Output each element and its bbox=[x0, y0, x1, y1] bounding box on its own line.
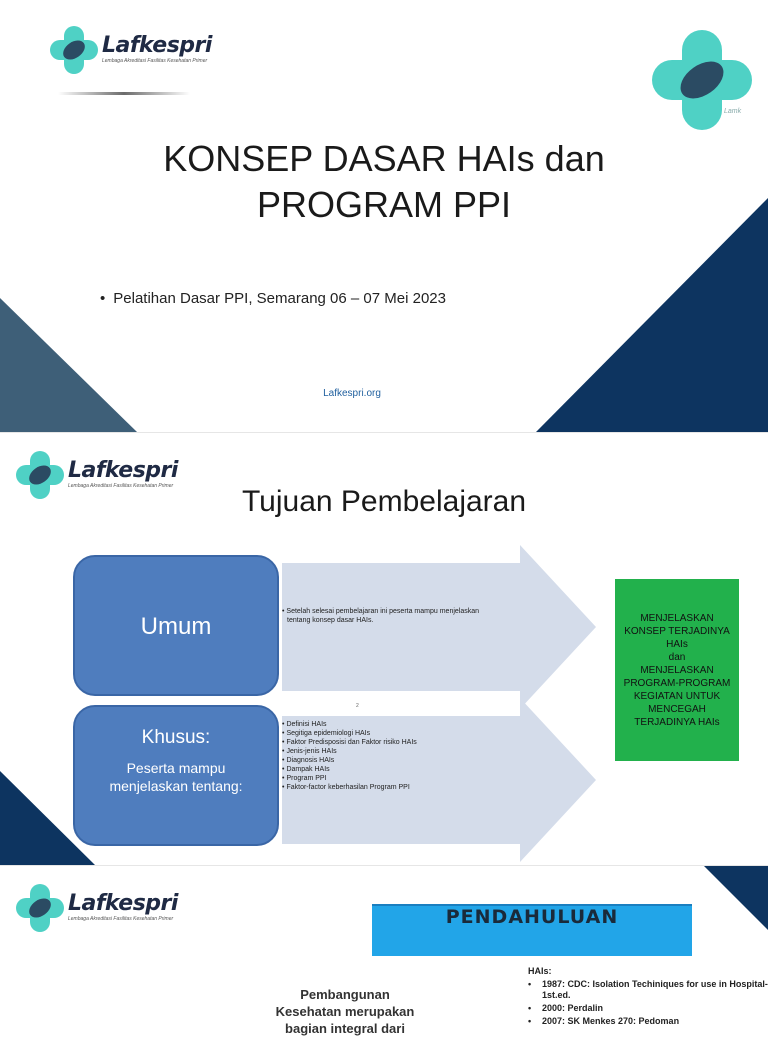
slide3-body-line1: Pembangunan bbox=[300, 987, 390, 1002]
cross-logo-icon bbox=[48, 24, 100, 76]
list-item: • Jenis-jenis HAIs bbox=[282, 747, 502, 756]
list-item: • Program PPI bbox=[282, 774, 502, 783]
corner-mark-label: Lamk bbox=[724, 108, 742, 115]
slide1-title-line1: KONSEP DASAR HAIs dan bbox=[163, 138, 605, 179]
hais-item-text: 1987: CDC: Isolation Techiniques for use in Hospital-1st.ed. bbox=[542, 979, 768, 1000]
slide1-title bbox=[0, 136, 768, 228]
slide1-footer-link[interactable]: Lafkespri.org bbox=[323, 388, 381, 399]
umum-text-line1: Setelah selesai pembelajaran ini peserta mampu menjelaskan bbox=[286, 608, 480, 615]
goal-line: MENJELASKAN bbox=[640, 612, 714, 624]
umum-label: Umum bbox=[140, 613, 212, 640]
khusus-sub-line2: menjelaskan tentang: bbox=[109, 778, 243, 794]
hais-item-text: 2007: SK Menkes 270: Pedoman bbox=[542, 1016, 680, 1026]
logo bbox=[14, 882, 178, 934]
khusus-box bbox=[73, 705, 279, 846]
logo-underline bbox=[58, 92, 190, 95]
slide-title bbox=[0, 0, 768, 432]
khusus-label: Khusus: bbox=[141, 727, 211, 748]
list-item: • Segitiga epidemiologi HAIs bbox=[282, 729, 502, 738]
khusus-subtitle bbox=[75, 759, 277, 795]
goal-line: dan bbox=[668, 651, 686, 663]
slide2-title: Tujuan Pembelajaran bbox=[241, 485, 527, 518]
list-item: • Faktor Predisposisi dan Faktor risiko HAIs bbox=[282, 738, 502, 747]
logo-subtitle: Lembaga Akreditasi Fasilitas Kesehatan Primer bbox=[68, 916, 174, 922]
hais-item-text: 2000: Perdalin bbox=[542, 1003, 604, 1013]
umum-text: • Setelah selesai pembelajaran ini peserta mampu menjelaskan tentang konsep dasar HAIs. bbox=[282, 607, 522, 625]
bullet-icon: • bbox=[100, 290, 106, 307]
list-item: • Diagnosis HAIs bbox=[282, 756, 502, 765]
list-item: • Faktor-factor keberhasilan Program PPI bbox=[282, 783, 502, 792]
slide3-body-line2: Kesehatan merupakan bbox=[275, 1004, 415, 1019]
goal-summary-box bbox=[615, 579, 739, 761]
cross-logo-icon bbox=[14, 882, 66, 934]
logo-subtitle: Lembaga Akreditasi Fasilitas Kesehatan Primer bbox=[102, 58, 208, 64]
khusus-sub-line1: Peserta mampu bbox=[126, 760, 226, 776]
right-triangle bbox=[704, 866, 768, 930]
logo-subtitle: Lembaga Akreditasi Fasilitas Kesehatan Primer bbox=[68, 483, 174, 489]
umum-box bbox=[73, 555, 279, 696]
logo-name: Lafkespri bbox=[68, 458, 178, 483]
left-triangle bbox=[0, 298, 137, 432]
goal-line: HAIs bbox=[666, 638, 688, 650]
goal-line: PROGRAM-PROGRAM bbox=[623, 677, 731, 689]
corner-logo-icon bbox=[652, 30, 752, 130]
slide1-bullet bbox=[100, 290, 446, 307]
slide3-body bbox=[240, 986, 450, 1037]
logo bbox=[48, 24, 212, 76]
slide1-bullet-text: Pelatihan Dasar PPI, Semarang 06 – 07 Mei 2023 bbox=[113, 290, 446, 307]
goal-line: MENCEGAH bbox=[648, 703, 706, 715]
umum-arrow bbox=[282, 545, 596, 709]
hais-title: HAIs: bbox=[528, 966, 552, 976]
list-item: • Dampak HAIs bbox=[282, 765, 502, 774]
goal-line: KEGIATAN UNTUK bbox=[633, 690, 721, 702]
goal-line: MENJELASKAN bbox=[640, 664, 714, 676]
list-item: • 2000: Perdalin bbox=[528, 1003, 604, 1013]
khusus-list bbox=[282, 720, 502, 792]
page-number: 2 bbox=[356, 703, 359, 709]
logo-name: Lafkespri bbox=[102, 33, 212, 58]
umum-text-line2: tentang konsep dasar HAIs. bbox=[287, 617, 374, 624]
slide-objectives bbox=[0, 432, 768, 865]
slide1-title-line2: PROGRAM PPI bbox=[256, 184, 512, 225]
slide3-heading: PENDAHULUAN bbox=[445, 906, 619, 928]
list-item: • Definisi HAIs bbox=[282, 720, 502, 729]
slide-introduction bbox=[0, 865, 768, 1036]
goal-line: TERJADINYA HAIs bbox=[634, 716, 720, 728]
goal-line: KONSEP TERJADINYA bbox=[624, 625, 730, 637]
logo-name: Lafkespri bbox=[68, 891, 178, 916]
slide3-body-line3: bagian integral dari bbox=[285, 1021, 405, 1036]
list-item: • 2007: SK Menkes 270: Pedoman bbox=[528, 1016, 680, 1026]
hais-history bbox=[528, 966, 768, 1029]
list-item: • 1987: CDC: Isolation Techiniques for use in Hospital-1st.ed. bbox=[528, 979, 768, 1000]
